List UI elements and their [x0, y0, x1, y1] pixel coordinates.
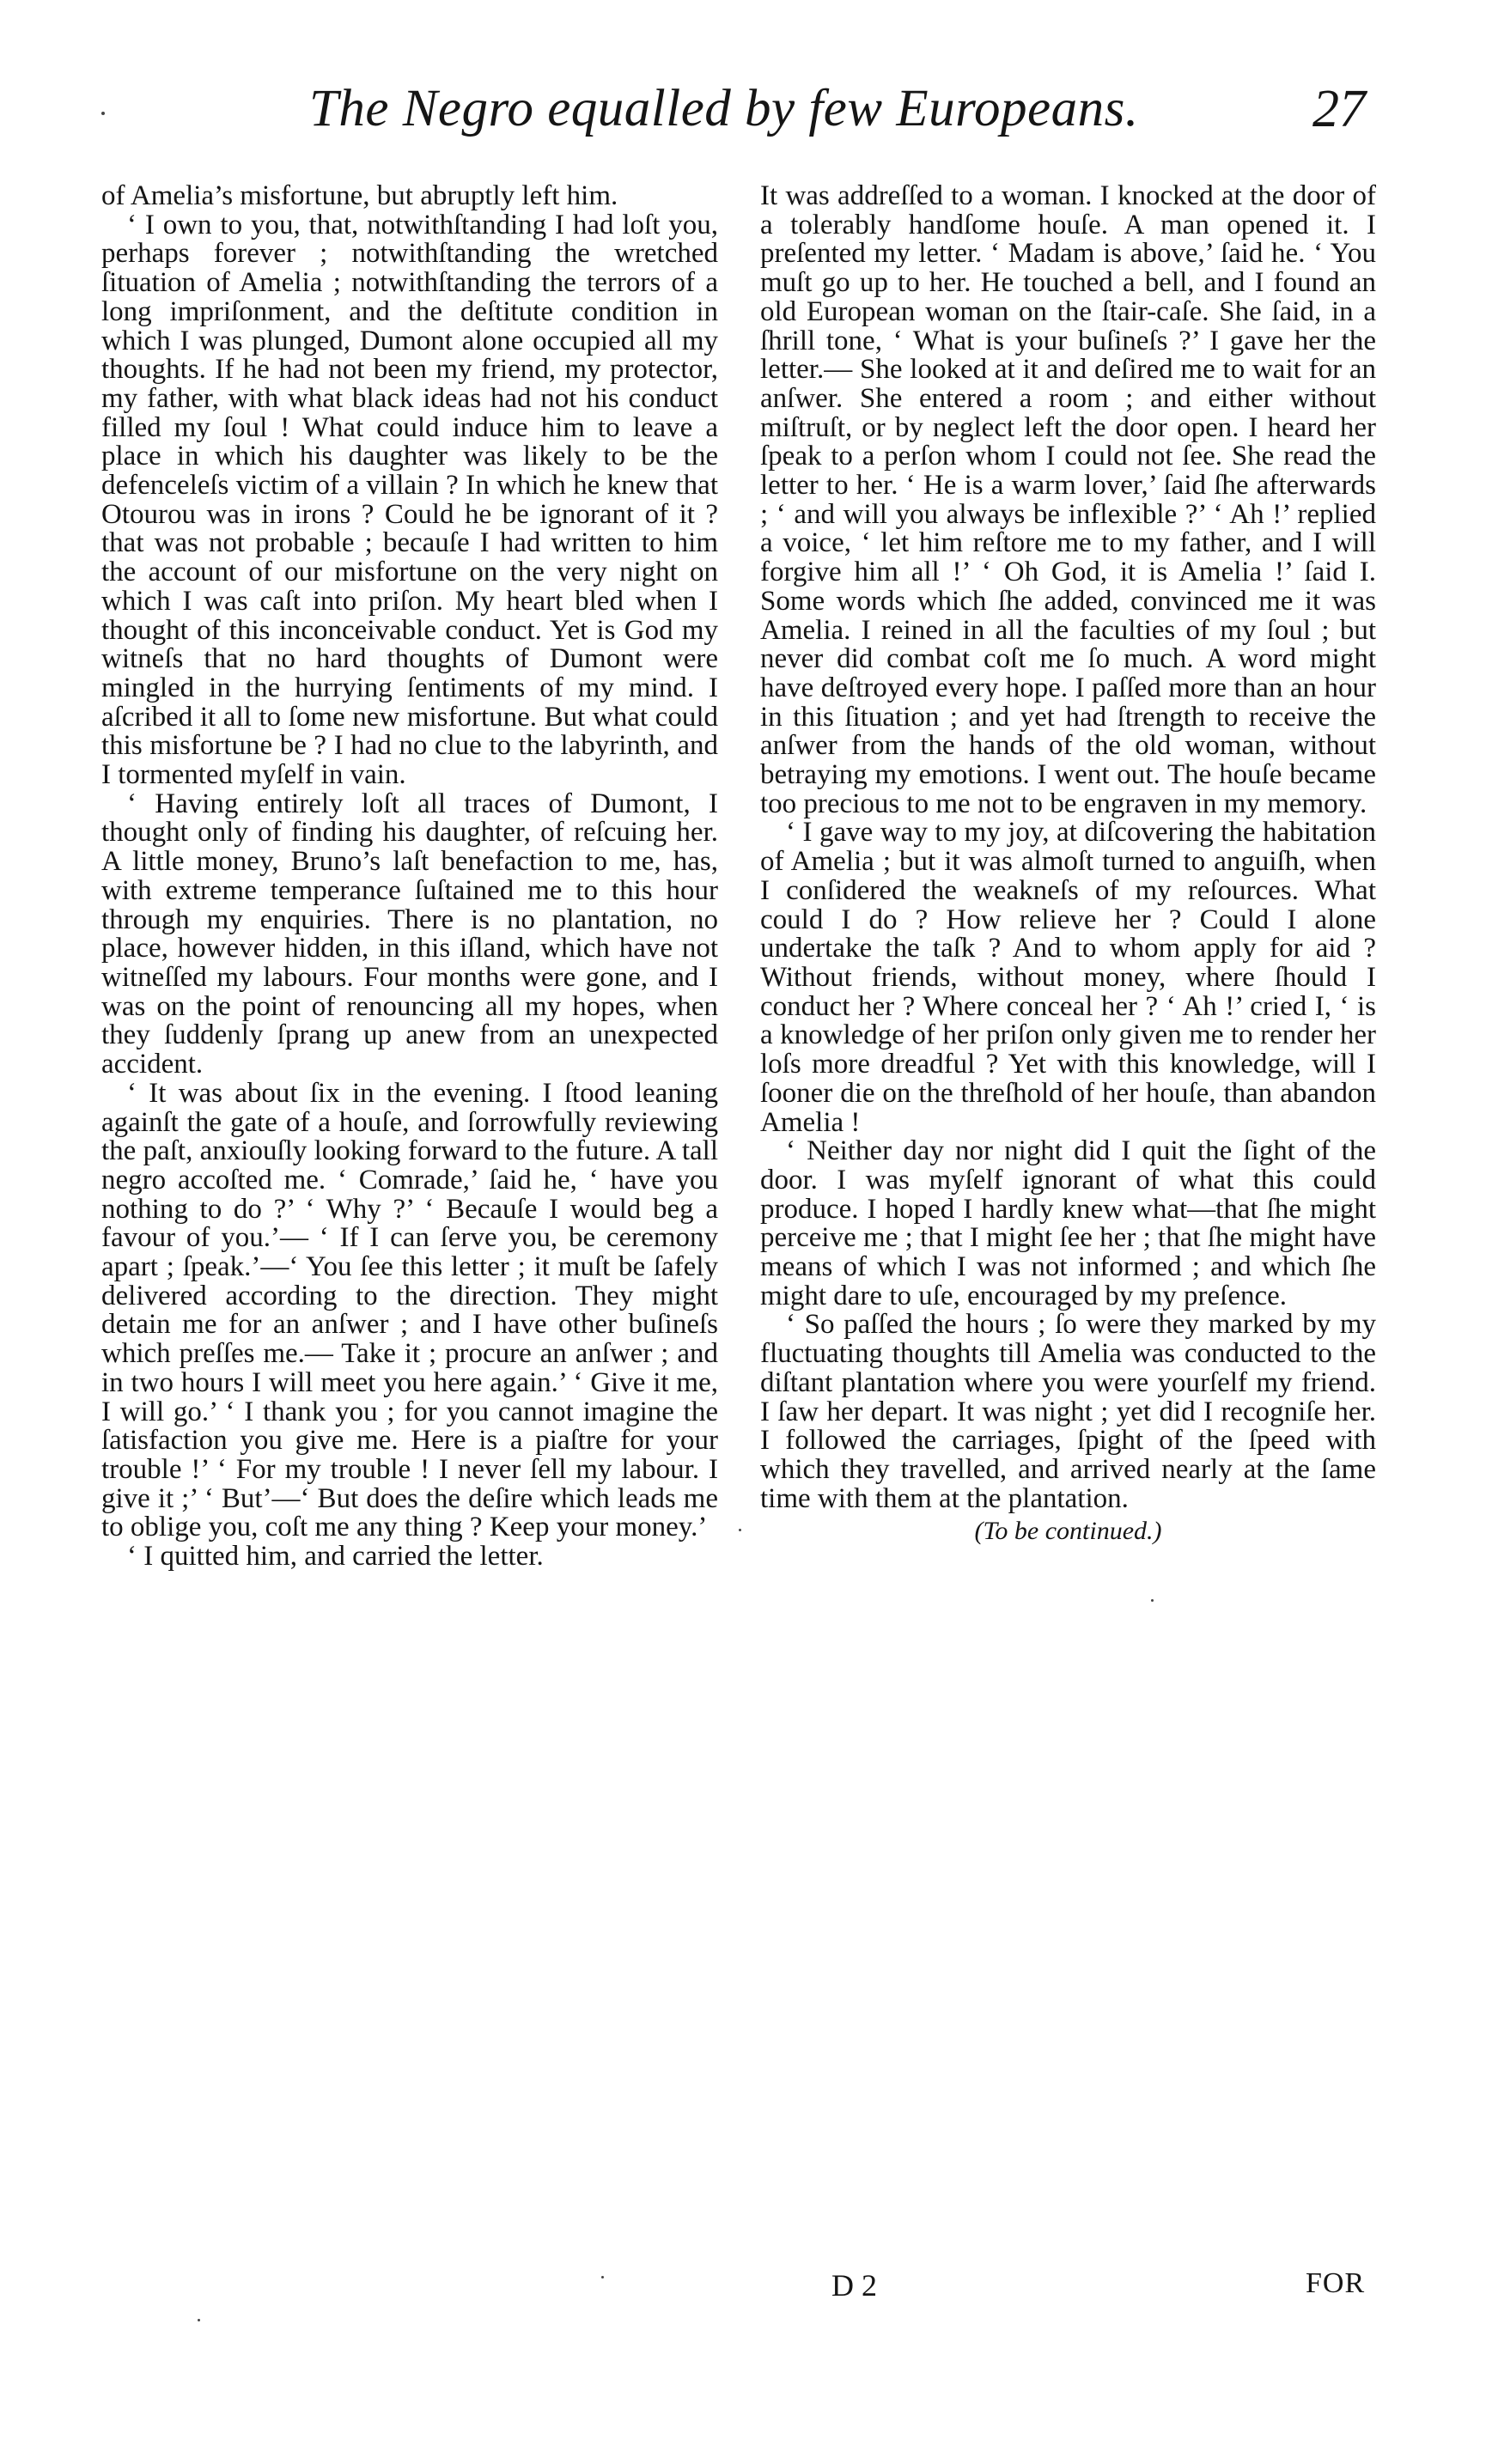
- signature-mark: D 2: [831, 2268, 877, 2303]
- right-paragraph-3: ‘ Neither day nor night did I quit the ſight of the door. I was myſelf ignorant of what this could produce. I hoped I hardly knew what—that ſhe might perceive me ; that I might ſee her ; that ſhe might have means of which I was not informed ; and which ſhe might dare to uſe, encouraged by my preſence.: [760, 1135, 1376, 1311]
- running-head: [0, 79, 1486, 148]
- left-paragraph-1: of Amelia’s misfortune, but abruptly left him.: [101, 180, 618, 211]
- right-column: [760, 182, 1376, 1546]
- left-paragraph-3: ‘ Having entirely loſt all traces of Dumont, I thought only of finding his daughter, of reſcuing her. A little money, Bruno’s laſt benefaction to me, has, with extreme temperance ſuſtained me to this hour through my enquiries. There is no plantation, no place, however hidden, in this iſland, which have not witneſſed my labours. Four months were gone, and I was on the point of renouncing all my hopes, when they ſuddenly ſprang up anew from an unexpected accident.: [101, 788, 718, 1080]
- left-paragraph-2: ‘ I own to you, that, notwithſtanding I had loſt you, perhaps forever ; notwithſtanding the wretched ſituation of Amelia ; notwithſtanding the terrors of a long impriſonment, and the deſtitute condition in which I was plunged, Dumont alone occupied all my thoughts. If he had not been my friend, my protector, my father, with what black ideas had not his conduct filled my ſoul ! What could induce him to leave a place in which his daughter was likely to be the defenceleſs victim of a villain ? In which he knew that Otourou was in irons ? Could he be ignorant of it ? that was not probable ; becauſe I had written to him the account of our misfortune on the very night on which I was caſt into priſon. My heart bled when I thought of this inconceivable conduct. Yet is God my witneſs that no hard thoughts of Dumont were mingled in the hurrying ſentiments of my mind. I aſcribed it all to ſome new misfortune. But what could this misfortune be ? I had no clue to the labyrinth, and I tormented myſelf in vain.: [101, 209, 718, 791]
- page-number: 27: [1312, 80, 1366, 138]
- left-paragraph-4: ‘ It was about ſix in the evening. I ſtood leaning againſt the gate of a houſe, and ſorrowfully reviewing the paſt, anxiouſly looking forward to the future. A tall negro accoſted me. ‘ Comrade,’ ſaid he, ‘ have you nothing to do ?’ ‘ Why ?’ ‘ Becauſe I would beg a favour of you.’— ‘ If I can ſerve you, be ceremony apart ; ſpeak.’—‘ You ſee this letter ; it muſt be ſafely delivered according to the direction. They might detain me for an anſwer ; and I have other buſineſs which preſſes me.— Take it ; procure an anſwer ; and in two hours I will meet you here again.’ ‘ Give it me, I will go.’ ‘ I thank you ; for you cannot imagine the ſatisfaction you give me. Here is a piaſtre for your trouble !’ ‘ For my trouble ! I never ſell my labour. I give it ;’ ‘ But’—‘ But does the deſire which leads me to oblige you, coſt me any thing ? Keep your money.’: [101, 1077, 718, 1543]
- print-speck: [739, 1529, 741, 1531]
- page-footer: [0, 2267, 1486, 2319]
- print-speck: [601, 2276, 604, 2278]
- print-speck: [198, 2319, 200, 2321]
- right-paragraph-1: It was addreſſed to a woman. I knocked at the door of a tolerably handſome houſe. A man opened it. I preſented my letter. ‘ Madam is above,’ ſaid he. ‘ You muſt go up to her. He touched a bell, and I found an old European woman on the ſtair-caſe. She ſaid, in a ſhrill tone, ‘ What is your buſineſs ?’ I gave her the letter.— She looked at it and deſired me to wait for an anſwer. She entered a room ; and either without miſtruſt, or by neglect left the door open. I heard her ſpeak to a perſon whom I could not ſee. She read the letter to her. ‘ He is a warm lover,’ ſaid ſhe afterwards ; ‘ and will you always be inflexible ?’ ‘ Ah !’ replied a voice, ‘ let him reſtore me to my father, and I will forgive him all !’ ‘ Oh God, it is Amelia !’ ſaid I. Some words which ſhe added, convinced me it was Amelia. I reined in all the faculties of my ſoul ; but never did combat coſt me ſo much. A word might have deſtroyed every hope. I paſſed more than an hour in this ſituation ; and yet had ſtrength to receive the anſwer from the hands of the old woman, without betraying my emotions. I went out. The houſe became too precious to me not to be engraven in my memory.: [760, 180, 1376, 819]
- right-paragraph-4: ‘ So paſſed the hours ; ſo were they marked by my fluctuating thoughts till Amelia was conducted to the diſtant plantation where you were yourſelf my friend. I ſaw her depart. It was night ; yet did I recogniſe her. I followed the carriages, ſpight of the ſpeed with which they travelled, and arrived nearly at the ſame time with them at the plantation.: [760, 1309, 1376, 1514]
- right-paragraph-2: ‘ I gave way to my joy, at diſcovering the habitation of Amelia ; but it was almoſt turned to anguiſh, when I conſidered the weakneſs of my reſources. What could I do ? How relieve her ? Could I alone undertake the taſk ? And to whom apply for aid ? Without friends, without money, where ſhould I conduct her ? Where conceal her ? ‘ Ah !’ cried I, ‘ is a knowledge of her priſon only given me to render her loſs more dreadful ? Yet with this knowledge, will I ſooner die on the threſhold of her houſe, than abandon Amelia !: [760, 817, 1376, 1138]
- left-column: [101, 182, 718, 1572]
- left-paragraph-5: ‘ I quitted him, and carried the letter.: [127, 1541, 544, 1573]
- running-title: The Negro equalled by few Europeans.: [309, 80, 1139, 137]
- print-speck: [101, 112, 105, 115]
- continued-note: (To be continued.): [974, 1517, 1162, 1546]
- print-speck: [1151, 1599, 1154, 1602]
- catchword: FOR: [1306, 2267, 1366, 2299]
